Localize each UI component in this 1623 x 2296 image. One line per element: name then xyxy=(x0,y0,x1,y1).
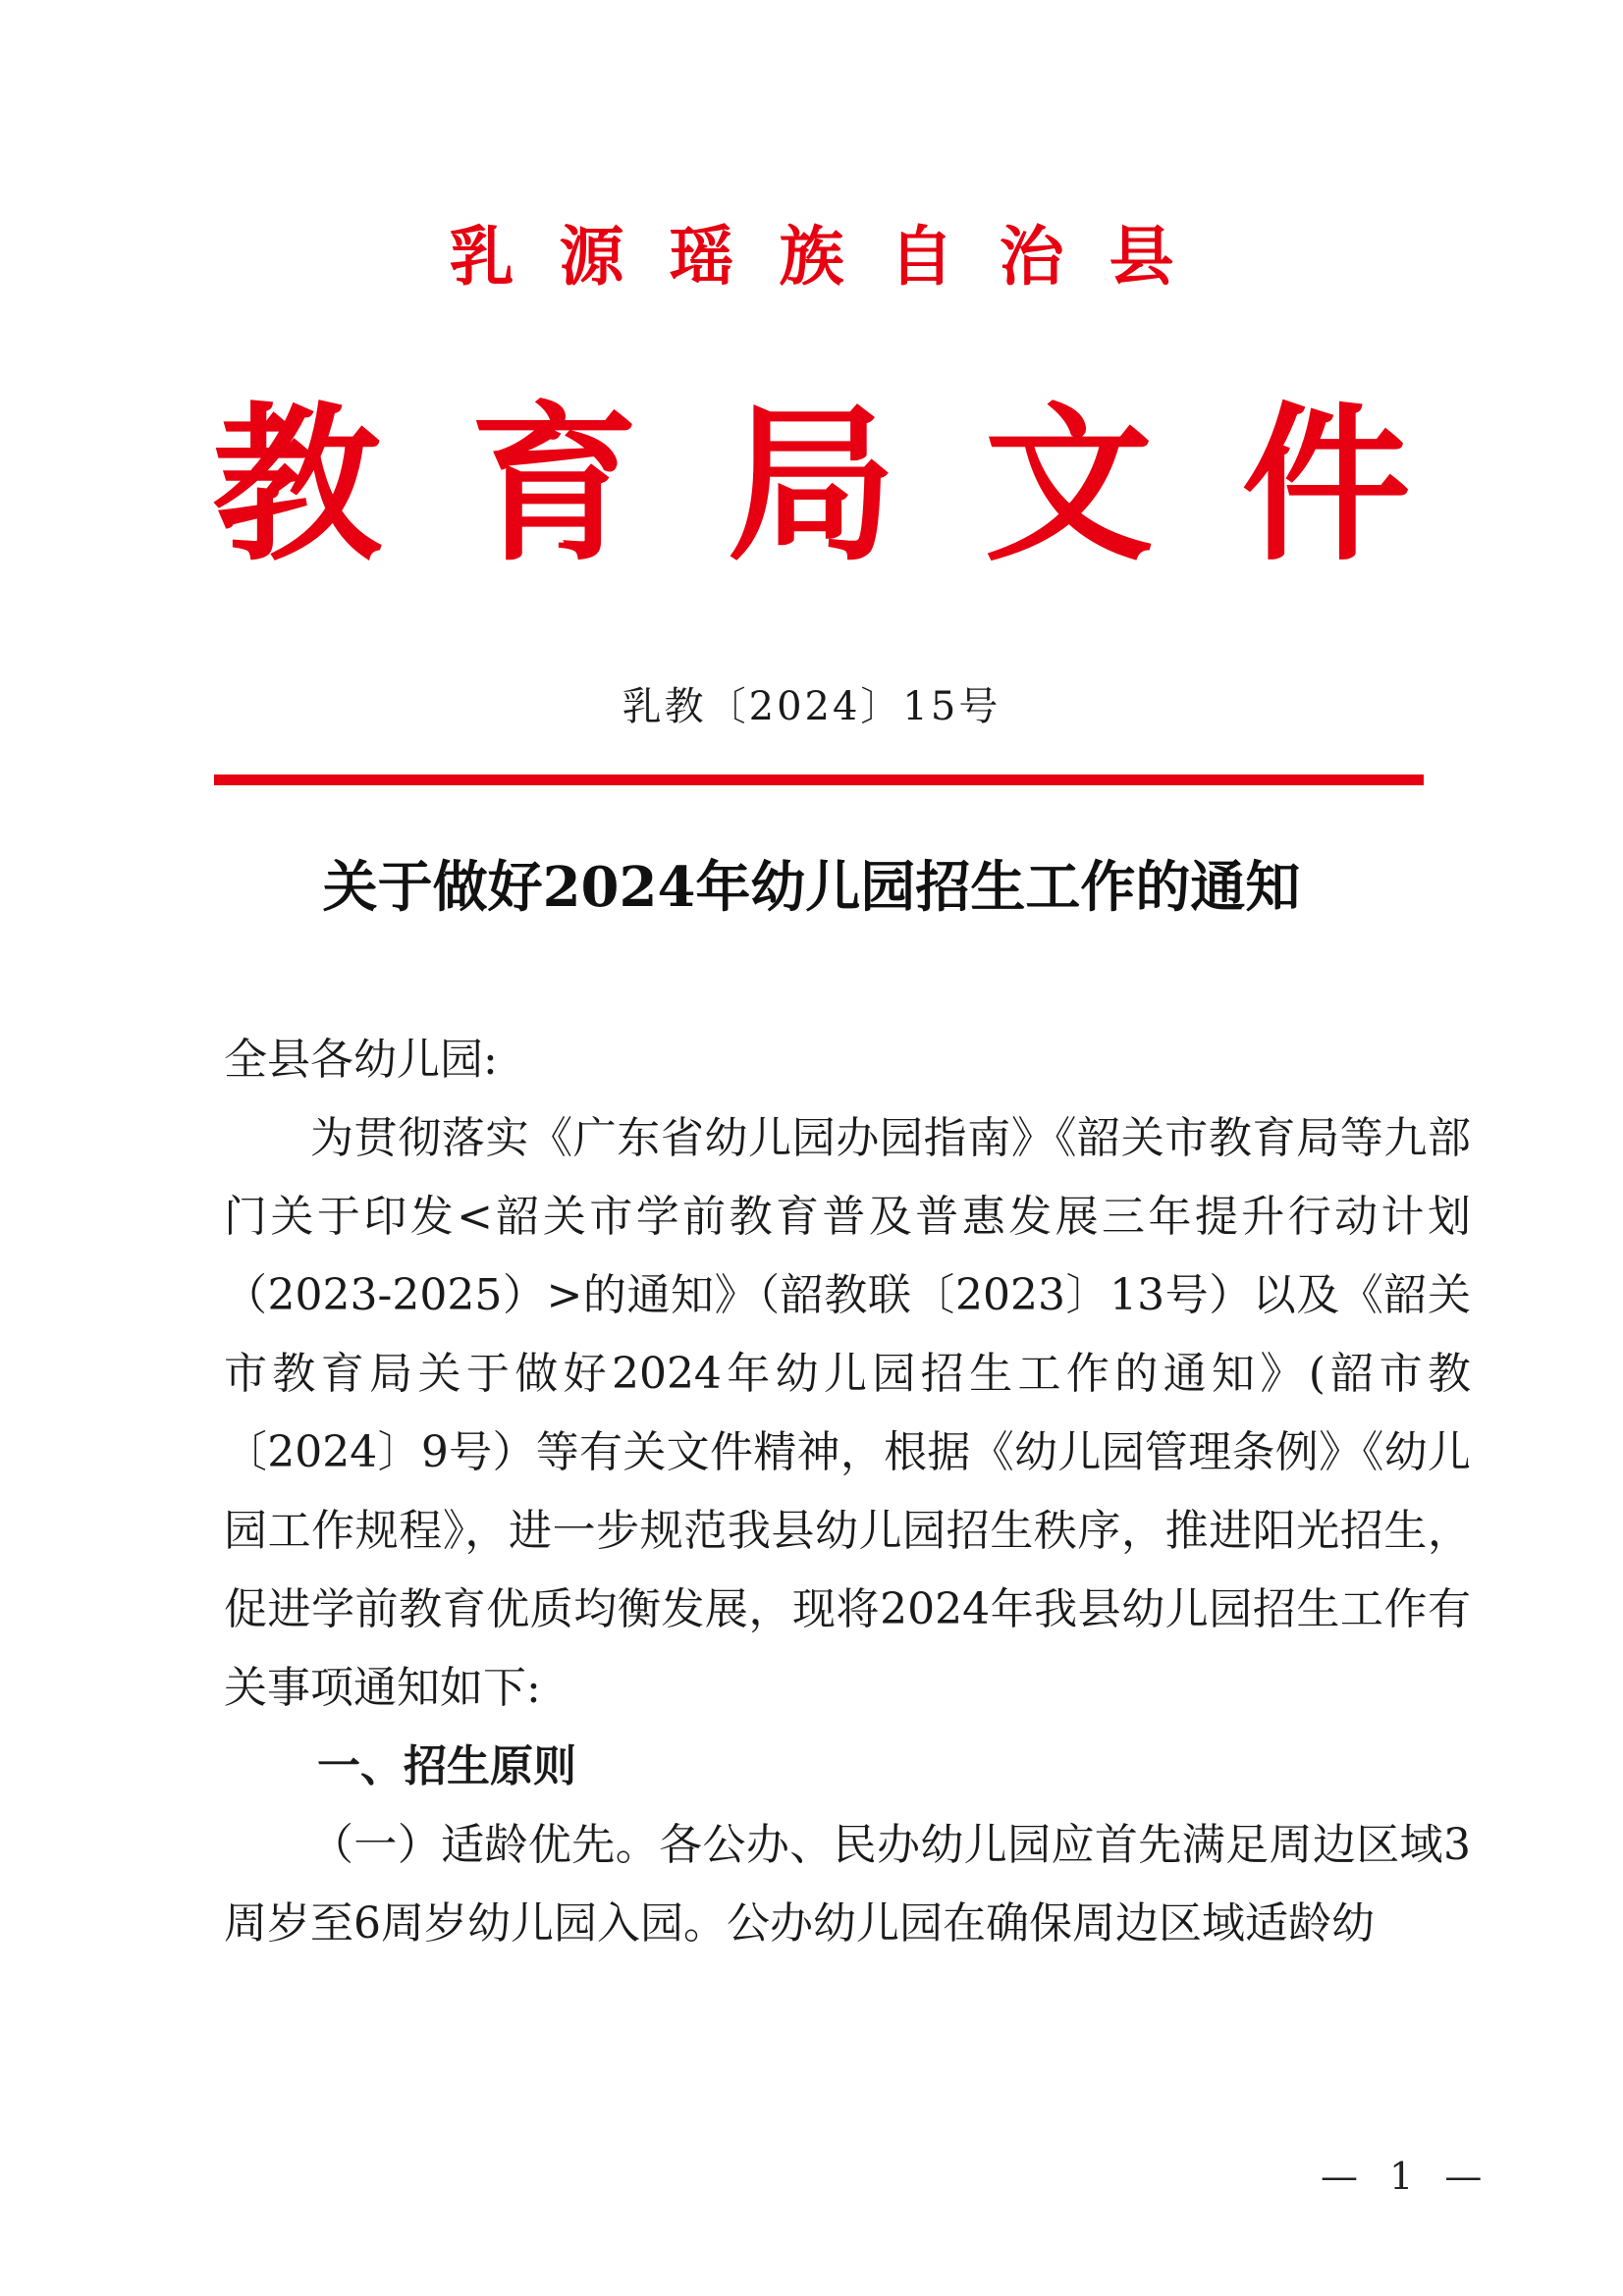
document-title: 关于做好2024年幼儿园招生工作的通知 xyxy=(322,855,1301,920)
section-heading: 一、招生原则 xyxy=(317,1741,576,1791)
red-divider-line xyxy=(214,774,1424,785)
issuing-office-header: 教育局文件 xyxy=(212,385,1499,584)
salutation: 全县各幼儿园: xyxy=(224,1035,498,1085)
intro-paragraph: 为贯彻落实《广东省幼儿园办园指南》《韶关市教育局等九部门关于印发<韶关市学前教育普及普惠发展三年提升行动计划（2023-2025）>的通知》（韶教联〔2023〕13号）以及《韶关市教育局关于做好2024年幼儿园招生工作的通知》(韶市教〔2024〕9号）等有关文件精神，根据《幼儿园管理条例》《幼儿园工作规程》，进一步规范我县幼儿园招生秩序，推进阳光招生，促进学前教育优质均衡发展，现将2024年我县幼儿园招生工作有关事项通知如下: xyxy=(224,1113,1471,1713)
age-priority-paragraph: （一）适龄优先。各公办、民办幼儿园应首先满足周边区域3周岁至6周岁幼儿园入园。公办幼儿园在确保周边区域适龄幼 xyxy=(224,1820,1471,1949)
document-number: 乳教〔2024〕15号 xyxy=(622,684,1001,729)
document-body xyxy=(224,1021,1471,1963)
page-number: — 1 — xyxy=(1321,2155,1492,2198)
issuing-county-header: 乳源瑶族自治县 xyxy=(449,218,1219,294)
